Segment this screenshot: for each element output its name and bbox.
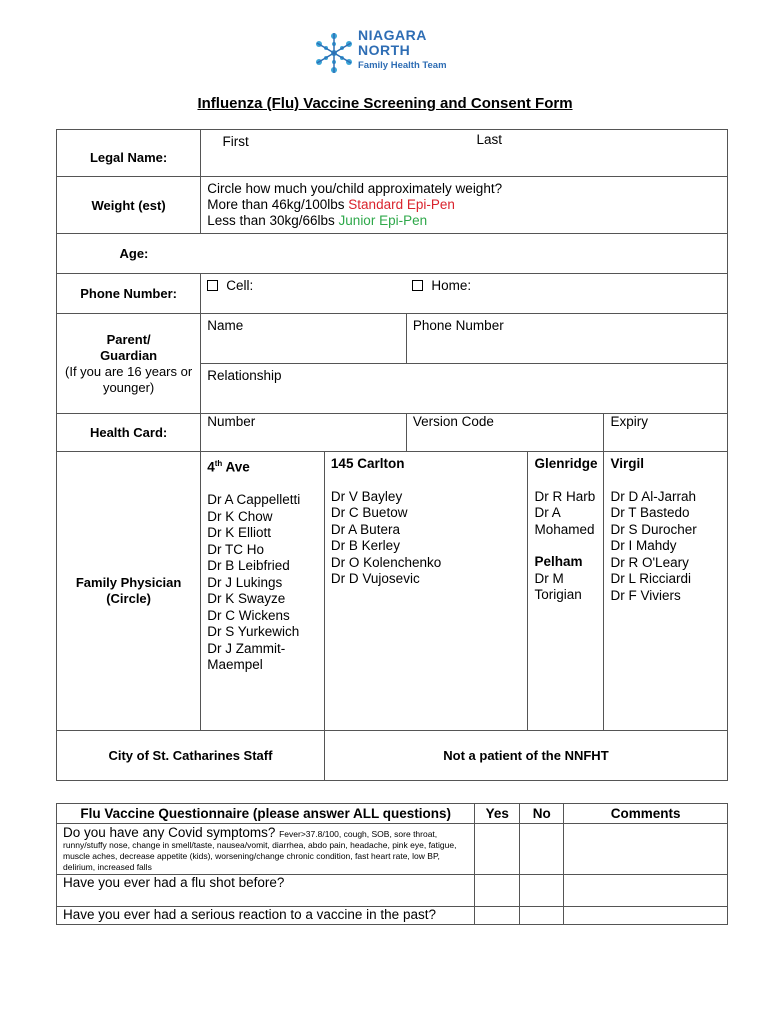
doctor-item[interactable]: Dr TC Ho xyxy=(207,541,264,557)
health-card-label: Health Card: xyxy=(57,414,201,452)
question-covid xyxy=(57,824,475,875)
not-a-patient-option[interactable]: Not a patient of the NNFHT xyxy=(324,731,727,781)
doctor-item[interactable]: Dr S Yurkewich xyxy=(207,624,300,639)
comments-header: Comments xyxy=(564,804,728,824)
doctor-item[interactable]: Dr O Kolenchenko xyxy=(330,554,442,570)
form-title: Influenza (Flu) Vaccine Screening and Consent Form xyxy=(197,95,573,112)
weight-junior-text: Less than 30kg/66lbs xyxy=(207,213,339,228)
clinic-145-carlton-head: 145 Carlton xyxy=(330,456,405,471)
doctor-item[interactable]: Dr B Leibfried xyxy=(207,558,290,573)
weight-option-junior[interactable] xyxy=(207,213,721,229)
reaction-yes-cell[interactable] xyxy=(475,907,520,925)
weight-option-standard[interactable] xyxy=(207,197,721,213)
doctor-item[interactable]: Dr C Wickens xyxy=(207,607,290,623)
cell-checkbox[interactable] xyxy=(207,280,218,291)
covid-comments-cell[interactable] xyxy=(564,824,728,875)
guardian-label-line1: Parent/ xyxy=(106,331,151,347)
no-header: No xyxy=(520,804,564,824)
covid-yes-cell[interactable] xyxy=(475,824,520,875)
guardian-relationship-label: Relationship xyxy=(207,368,282,383)
health-card-version-label: Version Code xyxy=(412,414,494,429)
guardian-label-line4: younger) xyxy=(102,379,155,395)
age-label: Age: xyxy=(119,245,149,261)
question-covid-text: Do you have any Covid symptoms? xyxy=(63,825,280,840)
physician-col-145-carlton xyxy=(324,452,528,731)
doctor-item[interactable]: Dr R O'Leary xyxy=(610,554,689,570)
last-name-label: Last xyxy=(476,132,503,147)
doctor-item[interactable]: Dr J Zammit- xyxy=(207,640,286,656)
first-name-label: First xyxy=(222,134,249,149)
question-covid-symptoms-b: runny/stuffy nose, change in smell/taste, nausea/vomit, diarrhea, abdo pain, headache, pink eye, fatigue, muscle aches, decrease appetite (kids), worsening/change chronic condition, fast heart rate, low BP, delirium, increased falls xyxy=(63,840,457,872)
doctor-item[interactable]: Dr K Elliott xyxy=(207,525,271,540)
doctor-item[interactable]: Dr A Cappelletti xyxy=(207,492,301,507)
flu-shot-yes-cell[interactable] xyxy=(475,875,520,907)
doctor-item[interactable]: Dr S Durocher xyxy=(610,521,697,537)
questionnaire-header: Flu Vaccine Questionnaire (please answer ALL questions) xyxy=(57,804,475,824)
logo-line3: Family Health Team xyxy=(358,60,447,71)
health-card-version-field[interactable] xyxy=(406,414,604,452)
doctor-item[interactable]: Dr I Mahdy xyxy=(610,538,677,553)
home-checkbox[interactable] xyxy=(412,280,423,291)
reaction-comments-cell[interactable] xyxy=(564,907,728,925)
weight-label: Weight (est) xyxy=(57,177,201,234)
family-physician-label xyxy=(57,452,201,731)
guardian-name-field[interactable] xyxy=(201,314,407,364)
doctor-item[interactable]: Dr L Ricciardi xyxy=(610,571,691,586)
clinic-pelham-head: Pelham xyxy=(534,554,583,569)
clinic-virgil-head: Virgil xyxy=(610,456,644,471)
doctor-item[interactable]: Dr V Bayley xyxy=(330,488,403,504)
question-flu-shot: Have you ever had a flu shot before? xyxy=(57,875,475,907)
question-covid-symptoms-a: Fever>37.8/100, cough, SOB, sore throat, xyxy=(279,829,438,839)
clinic-4th-ave-sup: th xyxy=(214,459,223,468)
logo-line2: NORTH xyxy=(358,42,411,58)
nnfht-logo xyxy=(312,26,472,82)
physician-col-virgil xyxy=(604,452,728,731)
guardian-label-line2: Guardian xyxy=(100,347,158,363)
logo-line1: NIAGARA xyxy=(358,27,427,43)
doctor-item[interactable]: Dr K Chow xyxy=(207,508,273,524)
flu-shot-no-cell[interactable] xyxy=(520,875,564,907)
cell-phone-field[interactable] xyxy=(201,274,407,314)
weight-field[interactable] xyxy=(201,177,728,234)
logo-text xyxy=(358,28,447,73)
guardian-name-label: Name xyxy=(207,318,244,333)
clinic-glenridge-head: Glenridge xyxy=(534,456,598,471)
doctor-item[interactable]: Dr R Harb xyxy=(534,488,596,504)
covid-no-cell[interactable] xyxy=(520,824,564,875)
questionnaire-table xyxy=(56,803,728,925)
guardian-relationship-field[interactable] xyxy=(201,364,728,414)
guardian-phone-label: Phone Number xyxy=(412,318,504,333)
home-phone-field[interactable] xyxy=(406,274,727,314)
flu-shot-comments-cell[interactable] xyxy=(564,875,728,907)
doctor-item[interactable]: Dr D Al-Jarrah xyxy=(610,488,696,504)
doctor-item[interactable]: Dr A Mohamed xyxy=(534,505,595,537)
age-row[interactable] xyxy=(57,234,728,274)
clinic-4th-ave-head xyxy=(207,456,318,476)
city-staff-option[interactable]: City of St. Catharines Staff xyxy=(57,731,325,781)
doctor-item[interactable]: Dr A Butera xyxy=(330,521,400,537)
phone-label: Phone Number: xyxy=(57,274,201,314)
legal-name-label: Legal Name: xyxy=(57,130,201,177)
physician-col-glenridge xyxy=(528,452,604,731)
health-card-expiry-field[interactable] xyxy=(604,414,728,452)
doctor-item[interactable]: Dr T Bastedo xyxy=(610,505,690,520)
physician-col-4th-ave xyxy=(201,452,325,731)
home-label: Home: xyxy=(431,278,472,293)
health-card-number-label: Number xyxy=(207,414,256,429)
legal-name-field[interactable] xyxy=(201,130,728,177)
doctor-item[interactable]: Dr M Torigian xyxy=(534,570,582,602)
health-card-number-field[interactable] xyxy=(201,414,407,452)
family-physician-line1: Family Physician xyxy=(75,575,182,590)
doctor-item[interactable]: Dr F Viviers xyxy=(610,587,681,603)
standard-epipen-text: Standard Epi-Pen xyxy=(348,197,455,212)
junior-epipen-text: Junior Epi-Pen xyxy=(338,213,428,228)
reaction-no-cell[interactable] xyxy=(520,907,564,925)
doctor-item[interactable]: Dr K Swayze xyxy=(207,591,286,606)
health-card-expiry-label: Expiry xyxy=(610,414,648,429)
clinic-4th-ave-number: 4 xyxy=(207,459,215,475)
weight-standard-text: More than 46kg/100lbs xyxy=(207,197,349,212)
doctor-item[interactable]: Maempel xyxy=(207,657,263,672)
patient-info-table xyxy=(56,129,728,781)
question-vaccine-reaction: Have you ever had a serious reaction to a vaccine in the past? xyxy=(57,907,475,925)
yes-header: Yes xyxy=(475,804,520,824)
weight-question: Circle how much you/child approximately weight? xyxy=(207,181,503,196)
guardian-label xyxy=(57,314,201,414)
family-physician-line2: (Circle) xyxy=(106,591,151,606)
doctor-item[interactable]: Dr B Kerley xyxy=(330,538,400,553)
guardian-label-line3: (If you are 16 years or xyxy=(65,363,193,379)
clinic-4th-ave-rest: Ave xyxy=(222,459,250,475)
doctor-item[interactable]: Dr J Lukings xyxy=(207,574,283,590)
doctor-item[interactable]: Dr C Buetow xyxy=(330,505,408,520)
guardian-phone-field[interactable] xyxy=(406,314,727,364)
snowflake-logo-icon xyxy=(312,28,356,78)
cell-label: Cell: xyxy=(226,278,254,293)
doctor-item[interactable]: Dr D Vujosevic xyxy=(330,571,420,586)
